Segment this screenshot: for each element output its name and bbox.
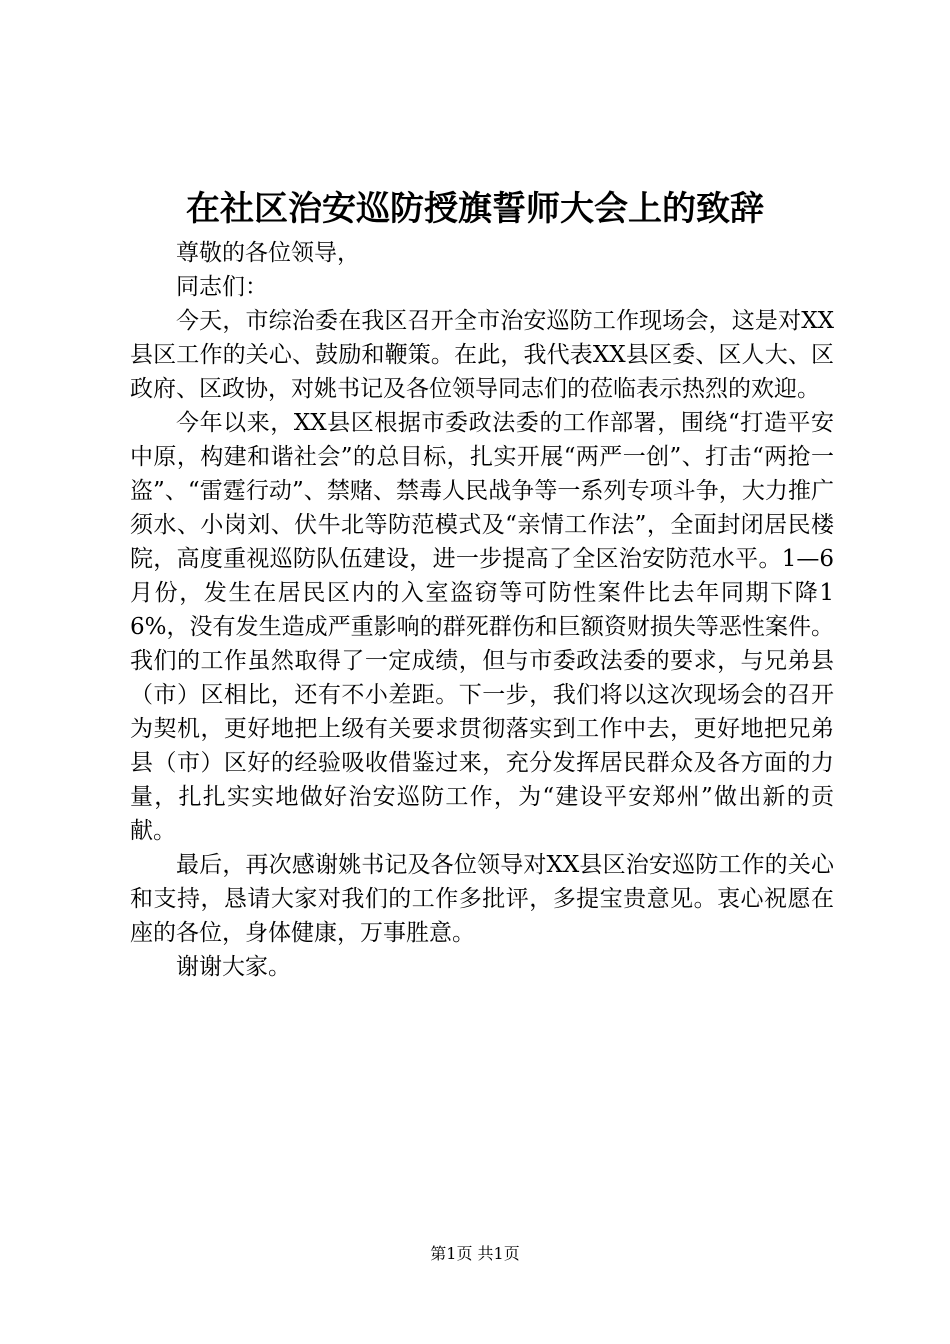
document-title: 在社区治安巡防授旗誓师大会上的致辞 xyxy=(186,189,764,229)
document-body xyxy=(130,236,834,984)
paragraph-thank-you: 谢谢大家。 xyxy=(176,954,291,980)
paragraph-closing-thanks: 最后，再次感谢姚书记及各位领导对XX县区治安巡防工作的关心和支持，恳请大家对我们的工作多批评，多提宝贵意见。衷心祝愿在座的各位，身体健康，万事胜意。 xyxy=(130,852,834,946)
salutation-comrades: 同志们： xyxy=(176,274,268,300)
paragraph-welcome: 今天，市综治委在我区召开全市治安巡防工作现场会，这是对XX县区工作的关心、鼓励和鞭策。在此，我代表XX县区委、区人大、区政府、区政协，对姚书记及各位领导同志们的莅临表示热烈的欢迎。 xyxy=(130,308,834,402)
salutation-leaders: 尊敬的各位领导， xyxy=(176,240,360,266)
paragraph-work-report: 今年以来，XX县区根据市委政法委的工作部署，围绕“打造平安中原，构建和谐社会”的总目标，扎实开展“两严一创”、打击“两抢一盗”、“雷霆行动”、禁赌、禁毒人民战争等一系列专项斗争，大力推广须水、小岗刘、伏牛北等防范模式及“亲情工作法”，全面封闭居民楼院，高度重视巡防队伍建设，进一步提高了全区治安防范水平。1—6月份，发生在居民区内的入室盗窃等可防性案件比去年同期下降16%，没有发生造成严重影响的群死群伤和巨额资财损失等恶性案件。我们的工作虽然取得了一定成绩，但与市委政法委的要求，与兄弟县（市）区相比，还有不小差距。下一步，我们将以这次现场会的召开为契机，更好地把上级有关要求贯彻落实到工作中去，更好地把兄弟县（市）区好的经验吸收借鉴过来，充分发挥居民群众及各方面的力量，扎扎实实地做好治安巡防工作，为“建设平安郑州”做出新的贡献。 xyxy=(130,410,834,844)
page-number-footer: 第1页 共1页 xyxy=(430,1244,520,1263)
